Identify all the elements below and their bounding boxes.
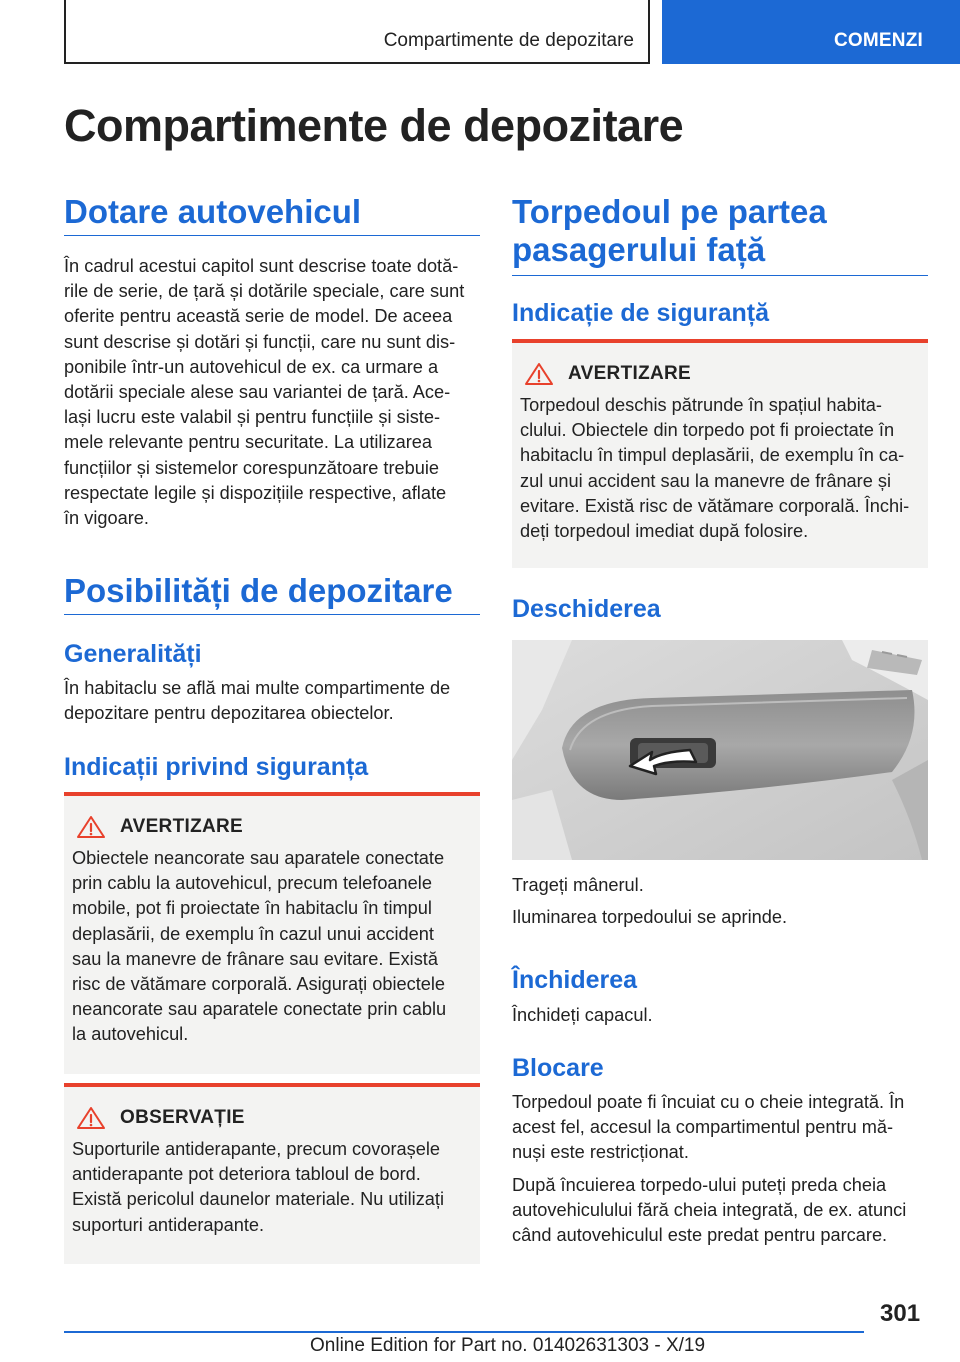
text-line: ponibile într-un autovehicul de ex. ca urmare a (64, 356, 439, 377)
text-line: lași lucru este valabil și pentru funcțiile și siste- (64, 407, 441, 428)
text-line: suporturi antiderapante. (72, 1214, 265, 1235)
text-line: zul unui accident sau la manevre de frânare și (520, 470, 892, 491)
footer-edition: Online Edition for Part no. 01402631303 - X/19 (310, 1335, 706, 1356)
deschiderea-step: Trageți mânerul. (512, 875, 644, 895)
generalitati-paragraph (64, 676, 480, 726)
warning-box-glovebox (512, 339, 928, 568)
warning-text (520, 393, 920, 544)
warning-title: AVERTIZARE (568, 363, 691, 384)
text-line: nuși este restricționat. (512, 1142, 689, 1163)
notice-box-antislip (64, 1083, 480, 1264)
header-section-title: Compartimente de depozitare (383, 30, 634, 51)
text-line: habitaclu în timpul deplasării, de exemplu în ca- (520, 445, 905, 466)
text-line: prin cablu la autovehicul, precum telefoanele (72, 873, 432, 894)
text-line: Obiectele neancorate sau aparatele conectate (72, 848, 445, 868)
heading-deschiderea: Deschiderea (512, 595, 661, 623)
blocare-paragraph-1 (512, 1090, 928, 1166)
text-line: risc de vătămare corporală. Asigurați obiectele (72, 974, 446, 995)
heading-generalitati: Generalități (64, 640, 202, 668)
page-title: Compartimente de depozitare (64, 100, 684, 151)
inchiderea-step: Închideți capacul. (512, 1005, 653, 1025)
text-line: respectate legile și dispozițiile respective, aflate (64, 482, 447, 503)
glovebox-photo (512, 640, 928, 860)
warning-triangle-icon (76, 815, 106, 839)
text-line: Torpedoul deschis pătrunde în spațiul habita- (520, 395, 882, 415)
text-line: sunt descrise și dotări și funcții, care nu sunt dis- (64, 331, 456, 352)
notice-header (72, 1105, 472, 1131)
text-line: mobile, pot fi proiectate în habitaclu în timpul (72, 898, 432, 919)
dotare-paragraph (64, 254, 480, 531)
text-line: În cadrul acestui capitol sunt descrise toate dotă- (64, 256, 459, 276)
heading-dotare: Dotare autovehicul (64, 193, 480, 236)
text-line: După încuierea torpedo-ului puteți preda cheia (512, 1175, 887, 1195)
text-line: funcțiilor și sistemelor corespunzătoare trebuie (64, 457, 440, 478)
warning-box-objects (64, 792, 480, 1074)
heading-blocare: Blocare (512, 1054, 604, 1082)
heading-indicatii: Indicații privind siguranța (64, 753, 369, 781)
header-chapter-tab (662, 0, 960, 64)
text-line: deți torpedoul imediat după folosire. (520, 521, 809, 542)
notice-text (72, 1137, 472, 1238)
text-line: acest fel, accesul la compartimentul pentru mă- (512, 1117, 894, 1138)
warning-header (72, 814, 472, 840)
text-line: antiderapante pot deteriora tabloul de bord. (72, 1164, 421, 1185)
deschiderea-result: Iluminarea torpedoului se aprinde. (512, 907, 788, 927)
text-line: depozitare pentru depozitarea obiectelor. (64, 703, 394, 724)
warning-triangle-icon (76, 1106, 106, 1130)
header-section-tab (64, 0, 650, 64)
text-line: Suporturile antiderapante, precum covorașele (72, 1139, 441, 1159)
warning-title: AVERTIZARE (120, 816, 243, 837)
heading-line: Torpedoul pe partea (512, 193, 827, 230)
heading-indicatie: Indicație de siguranță (512, 299, 770, 327)
text-line: rile de serie, de țară și dotările speciale, care sunt (64, 281, 465, 302)
footer-divider (64, 1331, 864, 1333)
text-line: neancorate sau aparatele conectate prin cablu (72, 999, 447, 1020)
text-line: Există pericolul daunelor materiale. Nu utilizați (72, 1189, 445, 1210)
text-line: evitare. Există risc de vătămare corporală. Închi- (520, 495, 910, 516)
warning-triangle-icon (524, 362, 554, 386)
notice-title: OBSERVAȚIE (120, 1107, 245, 1128)
warning-header (520, 361, 920, 387)
header-chapter-label: COMENZI (834, 30, 924, 51)
heading-torpedo (512, 193, 928, 276)
text-line: În habitaclu se află mai multe compartimente de (64, 678, 451, 698)
heading-line: pasagerului față (512, 231, 766, 268)
text-line: clului. Obiectele din torpedo pot fi proiectate în (520, 420, 895, 441)
text-line: în vigoare. (64, 508, 149, 529)
text-line: deplasării, de exemplu în cazul unui accident (72, 923, 434, 944)
blocare-paragraph-2 (512, 1173, 928, 1249)
text-line: sau la manevre de frânare sau evitare. Există (72, 948, 438, 969)
text-line: când autovehiculul este predat pentru parcare. (512, 1225, 888, 1246)
text-line: mele relevante pentru securitate. La utilizarea (64, 432, 432, 453)
heading-inchiderea: Închiderea (512, 966, 638, 994)
text-line: oferite pentru această serie de model. De aceea (64, 306, 453, 327)
page-number: 301 (880, 1300, 921, 1327)
text-line: dotării speciale alese sau variantei de țară. Ace- (64, 382, 451, 403)
warning-text (72, 846, 472, 1048)
heading-posibilitati: Posibilități de depozitare (64, 572, 480, 615)
text-line: autovehiculului fără cheia integrată, de ex. atunci (512, 1200, 907, 1221)
text-line: Torpedoul poate fi încuiat cu o cheie integrată. În (512, 1092, 905, 1112)
text-line: la autovehicul. (72, 1024, 189, 1045)
